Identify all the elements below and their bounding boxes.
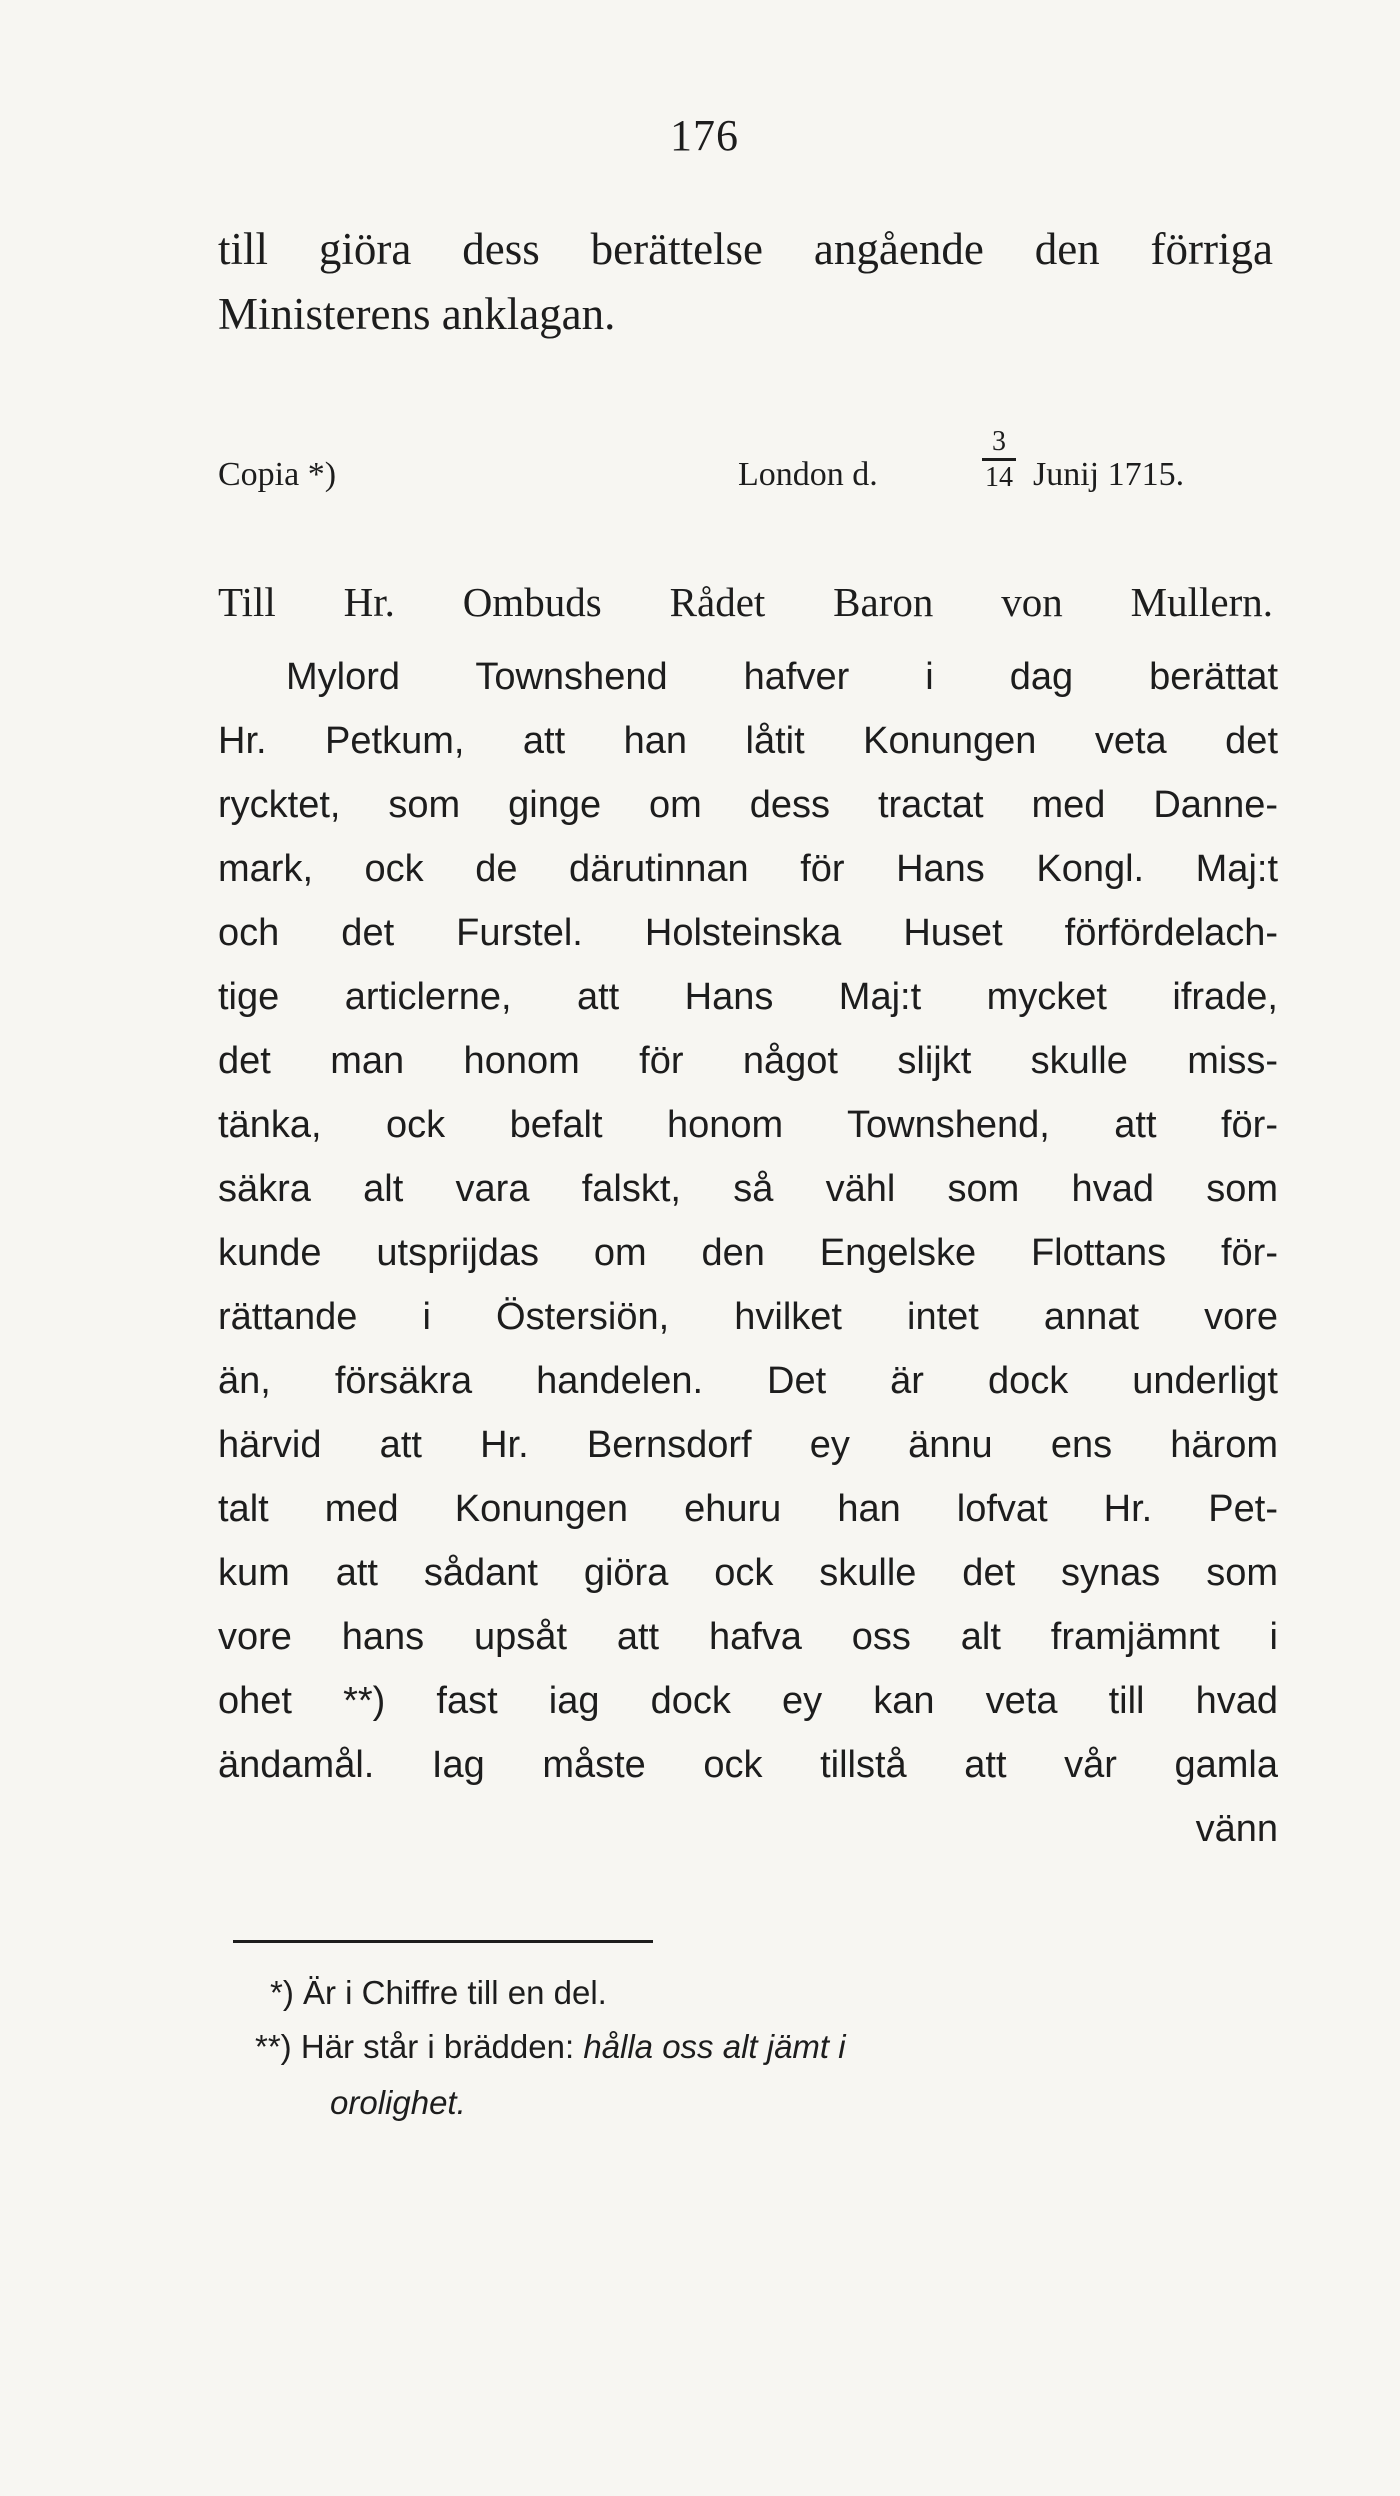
body-line-10: kunde utsprijdas om den Engelske Flottans för-: [218, 1232, 1278, 1274]
body-line-6: tige articlerne, att Hans Maj:t mycket ifrade,: [218, 976, 1278, 1018]
fraction-bar: [982, 458, 1016, 461]
footnote-2-italic: hålla oss alt jämt i: [583, 2028, 846, 2065]
body-line-13: härvid att Hr. Bernsdorf ey ännu ens härom: [218, 1424, 1278, 1466]
body-line-11: rättande i Östersiön, hvilket intet annat vore: [218, 1296, 1278, 1338]
date-fraction-denominator: 14: [985, 462, 1013, 493]
footnote-1: *) Är i Chiffre till en del.: [270, 1974, 607, 2011]
body-line-14: talt med Konungen ehuru han lofvat Hr. Pet-: [218, 1488, 1278, 1530]
junij-date: Junij 1715.: [1033, 456, 1185, 493]
body-line-17: ohet **) fast iag dock ey kan veta till hvad: [218, 1680, 1278, 1722]
footnote-rule: [233, 1940, 653, 1943]
body-line-1: Mylord Townshend hafver i dag berättat: [286, 656, 1278, 698]
intro-line-2: Ministerens anklagan.: [218, 289, 616, 339]
copia-label: Copia *): [218, 456, 337, 493]
date-fraction-numerator: 3: [992, 426, 1006, 457]
addressee-line: Till Hr. Ombuds Rådet Baron von Mullern.: [218, 579, 1273, 625]
dateline: [218, 426, 1278, 546]
body-line-12: än, försäkra handelen. Det är dock underligt: [218, 1360, 1278, 1402]
body-line-4: mark, ock de därutinnan för Hans Kongl. Maj:t: [218, 848, 1278, 890]
body-line-3: rycktet, som ginge om dess tractat med Danne-: [218, 784, 1278, 826]
date-fraction: [978, 428, 1020, 492]
intro-line-1: till giöra dess berättelse angående den förriga: [218, 224, 1273, 274]
body-line-2: Hr. Petkum, att han låtit Konungen veta det: [218, 720, 1278, 762]
body-line-5: och det Furstel. Holsteinska Huset förfördelach-: [218, 912, 1278, 954]
footnote-2-continuation: orolighet.: [330, 2084, 466, 2121]
london-date: London d.: [738, 456, 878, 493]
body-line-8: tänka, ock befalt honom Townshend, att för-: [218, 1104, 1278, 1146]
footnote-2: [255, 2028, 1295, 2066]
page-number: 176: [670, 111, 739, 160]
footnote-2-prefix: **) Här står i brädden:: [255, 2028, 575, 2065]
body-line-15: kum att sådant giöra ock skulle det synas som: [218, 1552, 1278, 1594]
body-line-19: vänn: [1195, 1808, 1278, 1850]
body-line-7: det man honom för något slijkt skulle miss-: [218, 1040, 1278, 1082]
body-line-18: ändamål. Iag måste ock tillstå att vår gamla: [218, 1744, 1278, 1786]
body-line-9: säkra alt vara falskt, så vähl som hvad som: [218, 1168, 1278, 1210]
body-line-16: vore hans upsåt att hafva oss alt framjämnt i: [218, 1616, 1278, 1658]
